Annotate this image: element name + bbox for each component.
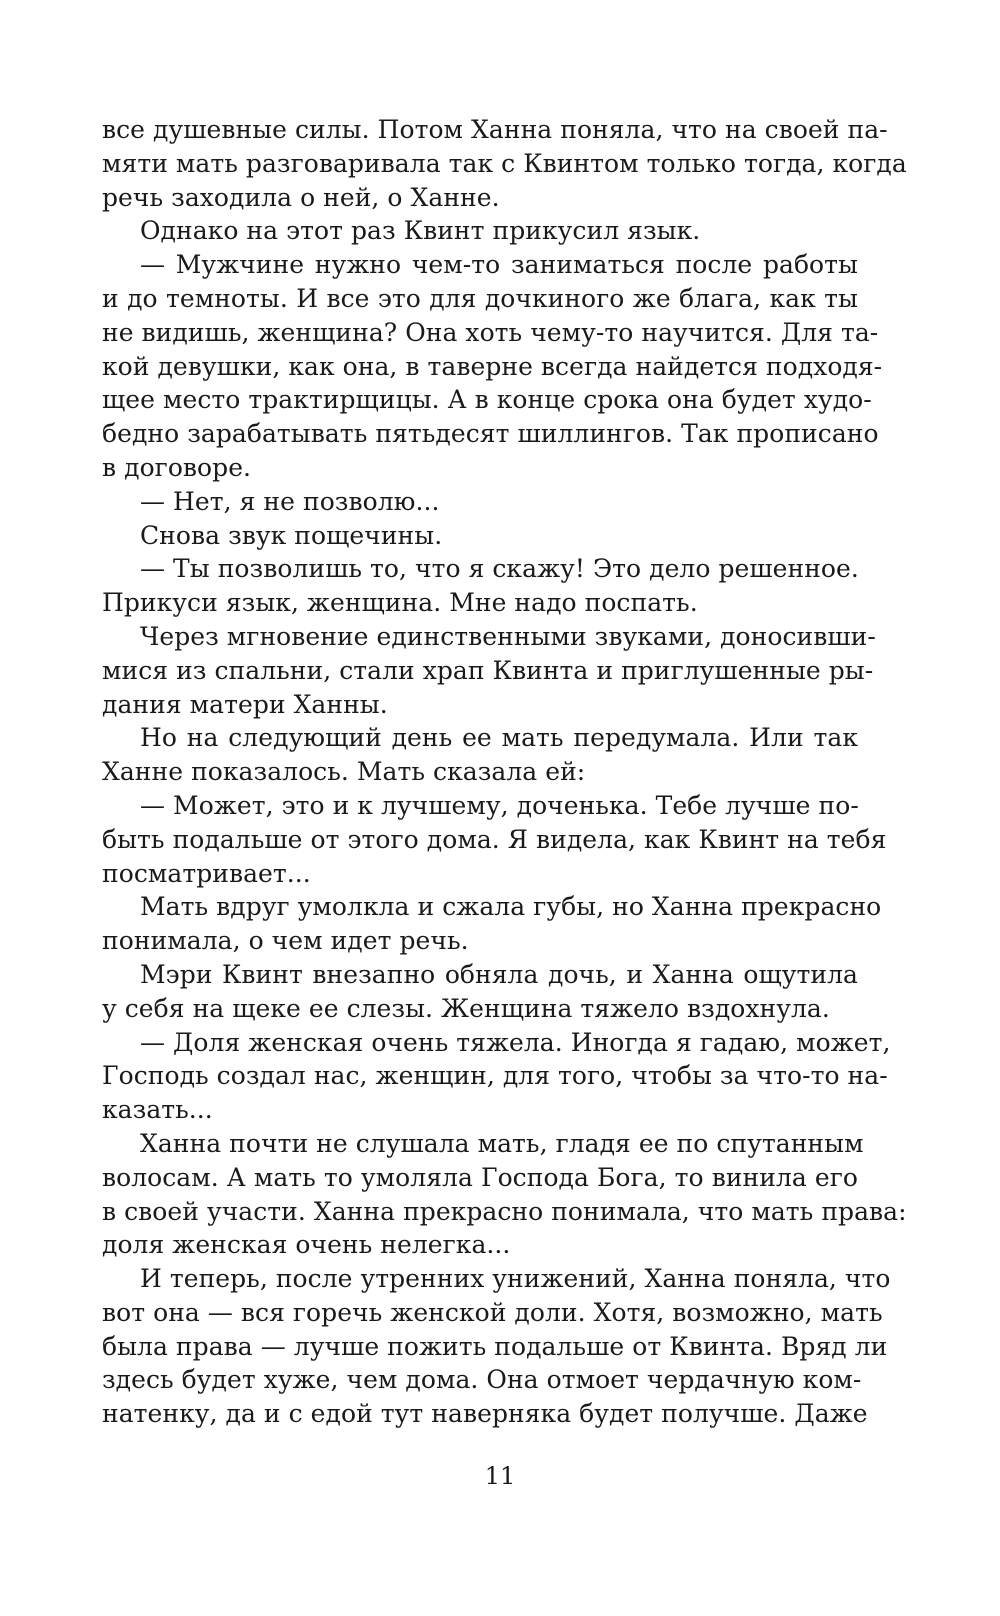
- text-line: доля женская очень нелегка...: [102, 1230, 511, 1260]
- text-line: Но на следующий день ее мать передумала. Или так: [140, 723, 858, 753]
- text-line: — Доля женская очень тяжела. Иногда я гадаю, может,: [140, 1027, 891, 1057]
- text-line: здесь будет хуже, чем дома. Она отмоет чердачную ком-: [102, 1365, 862, 1395]
- text-line: речь заходила о ней, о Ханне.: [102, 182, 500, 212]
- text-line: в своей участи. Ханна прекрасно понимала, что мать права:: [102, 1196, 907, 1226]
- page-number: 11: [484, 1462, 516, 1490]
- text-line: все душевные силы. Потом Ханна поняла, что на своей па-: [102, 115, 888, 144]
- text-line: Снова звук пощечины.: [140, 520, 443, 550]
- text-line: понимала, о чем идет речь.: [102, 926, 469, 956]
- text-line: вот она — вся горечь женской доли. Хотя, возможно, мать: [102, 1297, 883, 1327]
- text-line: была права — лучше пожить подальше от Квинта. Вряд ли: [102, 1331, 888, 1361]
- text-line: Ханне показалось. Мать сказала ей:: [102, 757, 586, 787]
- text-line: у себя на щеке ее слезы. Женщина тяжело вздохнула.: [102, 993, 830, 1023]
- body-text: [102, 113, 907, 1431]
- text-line: — Может, это и к лучшему, доченька. Тебе лучше по-: [140, 790, 859, 820]
- text-line: посматривает...: [102, 858, 311, 888]
- text-line: Ханна почти не слушала мать, гладя ее по спутанным: [140, 1128, 864, 1158]
- text-line: казать...: [102, 1095, 213, 1125]
- text-line: — Нет, я не позволю...: [140, 486, 440, 516]
- text-line: кой девушки, как она, в таверне всегда найдется подходя-: [102, 351, 883, 381]
- text-line: щее место трактирщицы. А в конце срока она будет худо-: [102, 385, 872, 415]
- text-line: и до темноты. И все это для дочкиного же блага, как ты: [102, 283, 858, 313]
- text-line: быть подальше от этого дома. Я видела, как Квинт на тебя: [102, 824, 887, 854]
- text-line: волосам. А мать то умоляла Господа Бога, то винила его: [102, 1162, 858, 1192]
- text-line: И теперь, после утренних унижений, Ханна поняла, что: [140, 1264, 891, 1294]
- text-line: Однако на этот раз Квинт прикусил язык.: [140, 216, 701, 246]
- text-line: дания матери Ханны.: [102, 689, 388, 719]
- text-line: Мэри Квинт внезапно обняла дочь, и Ханна ощутила: [140, 959, 858, 989]
- text-line: натенку, да и с едой тут наверняка будет получше. Даже: [102, 1399, 868, 1429]
- text-line: — Мужчине нужно чем-то заниматься после работы: [140, 250, 858, 280]
- text-line: — Ты позволишь то, что я скажу! Это дело решенное.: [140, 554, 859, 584]
- text-line: мися из спальни, стали храп Квинта и приглушенные ры-: [102, 655, 874, 685]
- text-line: мяти мать разговаривала так с Квинтом только тогда, когда: [102, 148, 907, 178]
- text-line: не видишь, женщина? Она хоть чему-то научится. Для та-: [102, 317, 879, 347]
- text-line: Прикуси язык, женщина. Мне надо поспать.: [102, 588, 698, 618]
- text-line: бедно зарабатывать пятьдесят шиллингов. Так прописано: [102, 419, 879, 449]
- text-line: Через мгновение единственными звуками, доносивши-: [140, 621, 876, 651]
- text-line: Господь создал нас, женщин, для того, чтобы за что-то на-: [102, 1061, 888, 1091]
- text-line: в договоре.: [102, 452, 252, 482]
- text-line: Мать вдруг умолкла и сжала губы, но Ханна прекрасно: [140, 892, 882, 922]
